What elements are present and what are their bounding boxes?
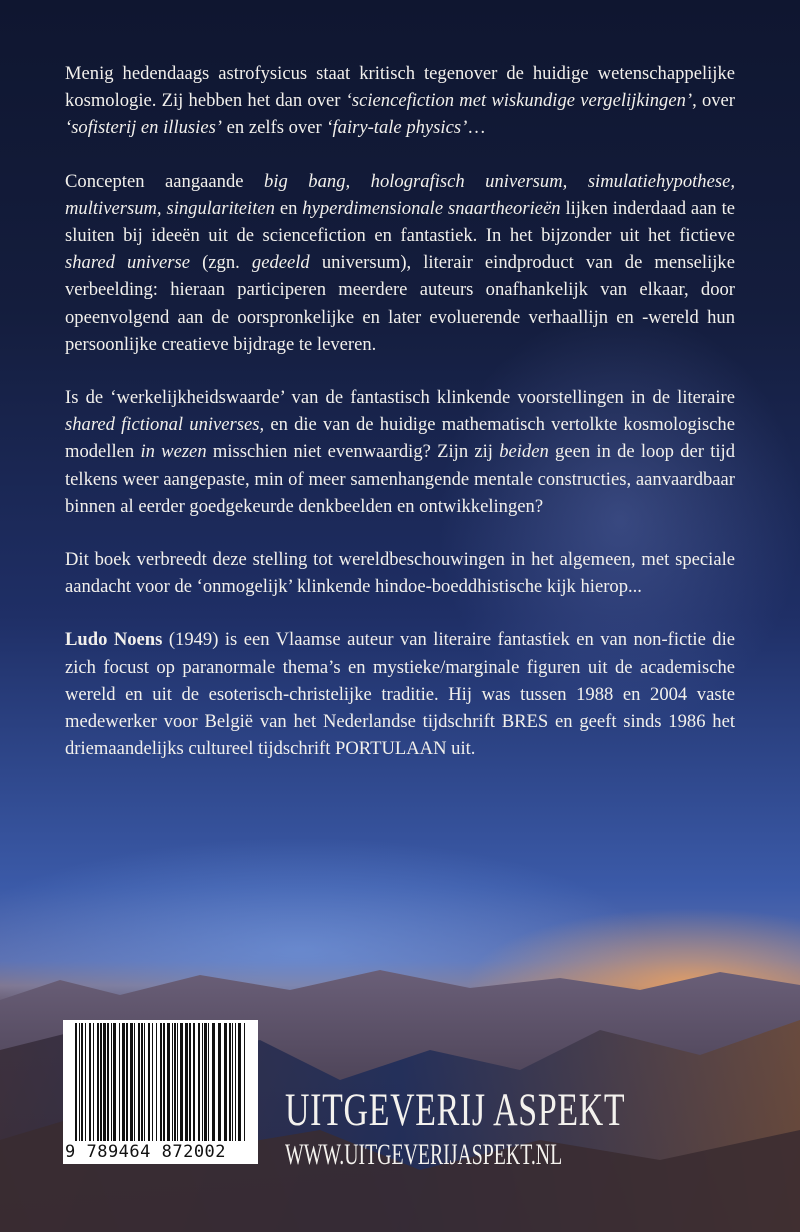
text-segment: lijken inderdaad aan te sluiten bij ideeën uit de sciencefiction en fantastiek. In het bijzonder uit het fictieve <box>65 197 736 247</box>
italic-text: big bang, holografisch universum, simulatiehypothese, multiversum, singulariteiten <box>65 170 735 219</box>
paragraph <box>65 384 735 520</box>
barcode-bar <box>152 1023 153 1141</box>
text-segment: misschien niet evenwaardig? Zijn zij <box>206 441 500 463</box>
barcode-bar <box>81 1023 83 1141</box>
text-segment: (zgn. <box>190 252 252 274</box>
italic-text: shared universe <box>65 252 191 274</box>
barcode-bar <box>208 1023 209 1141</box>
barcode-bar <box>113 1023 116 1141</box>
text-segment: geen in de loop der tijd telkens weer aangepaste, min of meer samenhangende mentale constructies, aanvaardbaar binnen al eerder goedgekeurde denkbeelden en ontwikkelingen? <box>65 441 735 517</box>
isbn-number: 9 789464 872002 <box>65 1142 227 1162</box>
text-segment: Is de ‘werkelijkheidswaarde’ van de fantastisch klinkende voorstellingen in de literaire <box>65 387 735 409</box>
italic-text: ‘fairy-tale physics’ <box>326 117 468 139</box>
barcode-bar <box>204 1023 207 1141</box>
barcode-bar <box>148 1023 150 1141</box>
text-segment: en zelfs over <box>222 117 327 139</box>
barcode-bar <box>229 1023 231 1141</box>
text-segment: … <box>467 117 486 139</box>
barcode-bar <box>163 1023 165 1141</box>
barcode-bar <box>79 1023 80 1141</box>
barcode-bar <box>244 1023 245 1141</box>
barcode-bar <box>218 1023 221 1141</box>
barcode-bar <box>235 1023 236 1141</box>
barcode-bar <box>119 1023 120 1141</box>
barcode-bar <box>97 1023 99 1141</box>
italic-text: beiden <box>499 441 549 463</box>
barcode-bar <box>111 1023 112 1141</box>
barcode-bar <box>156 1023 157 1141</box>
barcode-bar <box>202 1023 203 1141</box>
italic-text: hyperdimensionale snaartheorieën <box>302 197 561 219</box>
text-segment: (1949) is een Vlaamse auteur van literaire fantastiek en van non-fictie die zich focust op paranormale thema’s en mystieke/marginale figuren uit de academische wereld en uit de esoterisch-christelijke traditie. Hij was tussen 1988 en 2004 vaste medewerker voor België van het Nederlandse tijdschrift BRES en geeft sinds 1986 het driemaandelijks cultureel tijdschrift PORTULAAN uit. <box>65 629 735 760</box>
text-segment: , en die van de huidige mathematisch vertolkte kosmologische modellen <box>65 414 735 463</box>
barcode-bar <box>134 1023 135 1141</box>
barcode-bar <box>185 1023 188 1141</box>
barcode-bar <box>189 1023 191 1141</box>
barcode-bar <box>144 1023 145 1141</box>
barcode-bar <box>238 1023 241 1141</box>
barcode-bar <box>100 1023 102 1141</box>
barcode-bar <box>177 1023 178 1141</box>
italic-text: in wezen <box>140 441 207 463</box>
barcode-bar <box>172 1023 173 1141</box>
barcode-bar <box>174 1023 176 1141</box>
text-segment: universum), literair eindproduct van de menselijke verbeelding: hieraan participeren meerdere auteurs onafhankelijk van elkaar, door opeenvolgend aan de oorspronkelijke en later evoluerende verhaallijn en -wereld hun persoonlijke creatieve bijdrage te leveren. <box>65 252 735 355</box>
barcode-bar <box>103 1023 106 1141</box>
barcode-bar <box>122 1023 125 1141</box>
barcode-bar <box>193 1023 195 1141</box>
publisher-url[interactable]: WWW.UITGEVERIJASPEKT.NL <box>285 1138 563 1171</box>
barcode-bar <box>198 1023 200 1141</box>
barcode-bar <box>212 1023 215 1141</box>
text-segment: Dit boek verbreedt deze stelling tot wereldbeschouwingen in het algemeen, met speciale aandacht voor de ‘onmogelijk’ klinkende hindoe-boeddhistische kijk hierop... <box>65 549 735 598</box>
barcode-bar <box>180 1023 183 1141</box>
barcode-bar <box>75 1023 77 1141</box>
barcode-bar <box>138 1023 140 1141</box>
text-segment: Concepten aangaande <box>65 170 265 192</box>
back-cover-text <box>65 60 735 788</box>
paragraph <box>65 168 735 358</box>
italic-text: ‘sofisterij en illusies’ <box>65 117 223 139</box>
barcode-bar <box>107 1023 109 1141</box>
text-segment: Menig hedendaags astrofysicus staat kritisch tegenover de huidige wetenschappelijke kosmologie. Zij hebben het dan over <box>65 63 735 112</box>
barcode-bar <box>141 1023 143 1141</box>
barcode-bar <box>93 1023 94 1141</box>
barcode-bar <box>126 1023 128 1141</box>
paragraph <box>65 626 735 762</box>
publisher-name: UITGEVERIJ ASPEKT <box>285 1084 626 1136</box>
bold-text: Ludo Noens <box>65 629 163 651</box>
barcode-bars <box>75 1023 247 1141</box>
text-segment: en <box>274 197 303 219</box>
italic-text: shared fictional universes <box>65 414 260 436</box>
paragraph <box>65 546 735 600</box>
barcode-bar <box>224 1023 227 1141</box>
isbn-barcode <box>63 1020 258 1164</box>
text-segment: , over <box>692 90 735 112</box>
barcode-bar <box>130 1023 133 1141</box>
italic-text: ‘sciencefiction met wiskundige vergelijkingen’ <box>345 90 693 112</box>
italic-text: gedeeld <box>251 252 310 274</box>
barcode-bar <box>167 1023 170 1141</box>
barcode-bar <box>232 1023 233 1141</box>
barcode-bar <box>85 1023 86 1141</box>
barcode-bar <box>89 1023 91 1141</box>
barcode-bar <box>160 1023 162 1141</box>
paragraph <box>65 60 735 142</box>
